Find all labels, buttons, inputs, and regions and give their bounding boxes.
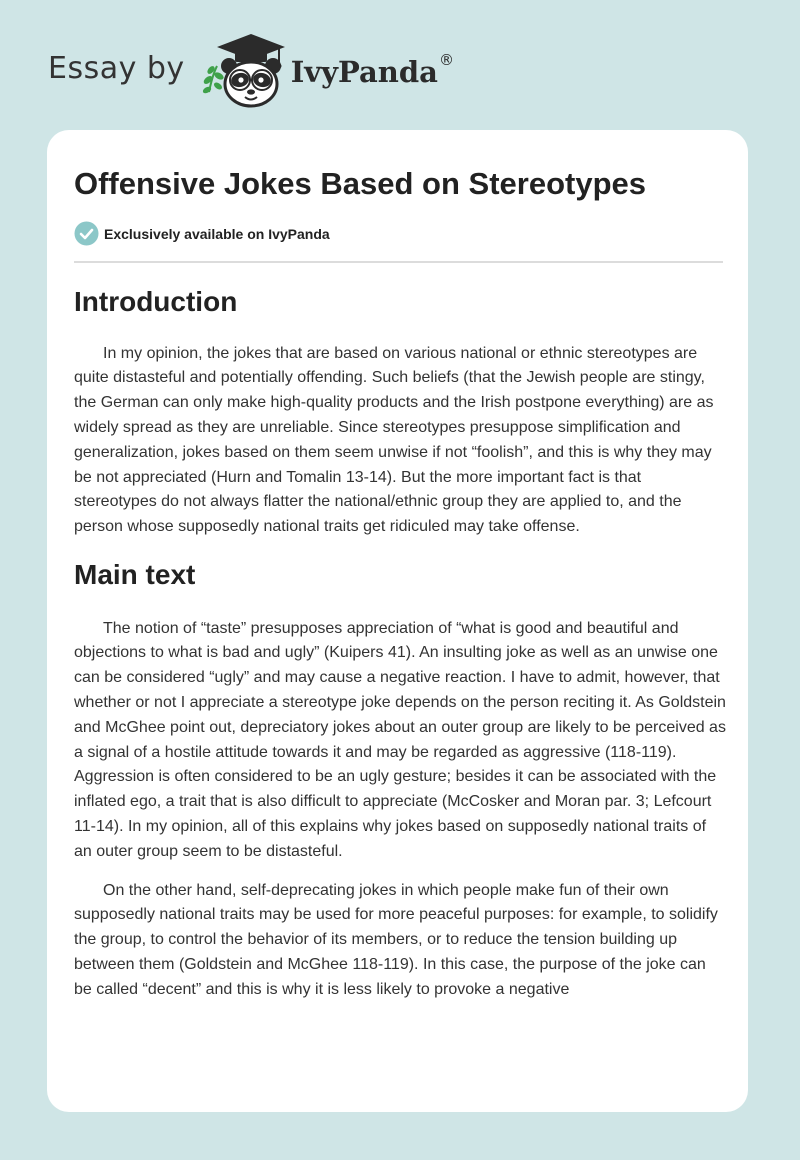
registered-mark: ®: [438, 51, 454, 69]
paragraph: The notion of “taste” presupposes appreciation of “what is good and beautiful and objections to what is bad and ugly” (Kuipers 41). An insulting joke as well as an unwise one can be considered “ugly” and may cause a negative reaction. I have to admit, however, that whether or not I appreciate a stereotype joke depends on the person reciting it. As Goldstein and McGhee point out, depreciatory jokes about an outer group are likely to be perceived as a signal of a hostile attitude towards it and may be regarded as aggressive (118-119). Aggression is often considered to be an ugly gesture; besides it can be associated with the inflated ego, a trait that is also difficult to appreciate (McCosker and Moran par. 3; Lefcourt 11-14). In my opinion, all of this explains why jokes based on supposedly national traits of an outer group seem to be distasteful.: [74, 619, 726, 860]
exclusive-badge: [74, 221, 330, 246]
section-heading-main-text: Main text: [74, 558, 196, 590]
page-title: Offensive Jokes Based on Stereotypes: [74, 166, 647, 201]
divider: [74, 261, 723, 263]
essay-card: [47, 130, 748, 1112]
check-badge-icon: [74, 221, 99, 246]
brand-name[interactable]: [290, 51, 454, 89]
paragraph: In my opinion, the jokes that are based on various national or ethnic stereotypes are quite distasteful and potentially offending. Such beliefs (that the Jewish people are stingy, the German can only make high-quality products and the Irish postpone everything) are as widely spread as they are unreliable. Since stereotypes presuppose simplification and generalization, jokes based on them seem unwise if not “foolish”, and this is why they may be not appreciated (Hurn and Tomalin 13-14). But the more important fact is that stereotypes do not always flatter the national/ethnic group they are applied to, and the person whose supposedly national traits get ridiculed may take offense.: [74, 344, 714, 536]
brand-name-text: IvyPanda: [290, 55, 438, 89]
leaf-icon: [201, 65, 224, 95]
section-heading-introduction: Introduction: [74, 286, 238, 317]
site-header: [48, 30, 454, 110]
brand-prefix: Essay by: [48, 50, 185, 86]
panda-graduate-icon[interactable]: [199, 30, 291, 110]
essay-body: [74, 280, 726, 1003]
exclusive-label: Exclusively available on IvyPanda: [104, 225, 330, 242]
paragraph: On the other hand, self-deprecating jokes in which people make fun of their own supposedly national traits may be used for more peaceful purposes: for example, to solidify the group, to control the behavior of its members, or to reduce the tension building up between them (Goldstein and McGhee 118-119). In this case, the purpose of the joke can be called “decent” and this is why it is less likely to provoke a negative: [74, 881, 718, 998]
